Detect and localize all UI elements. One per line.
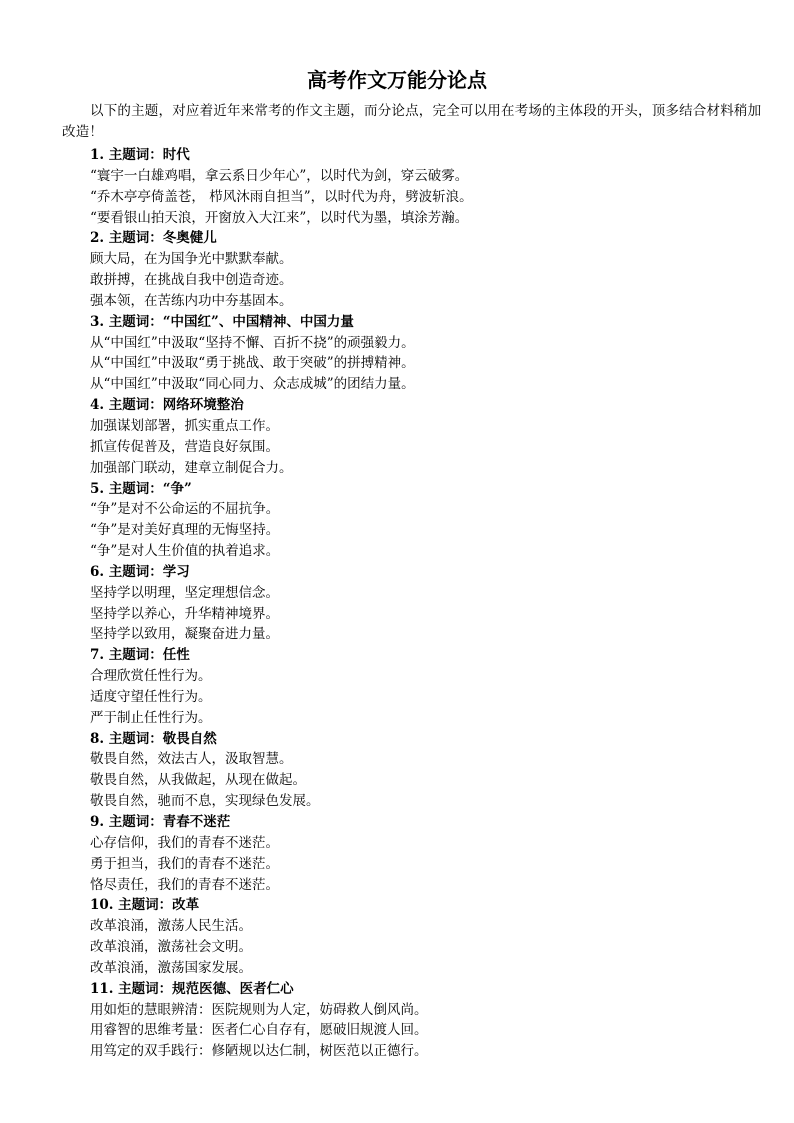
section-line: 敬畏自然，从我做起，从现在做起。 bbox=[90, 772, 306, 789]
topic-section bbox=[90, 812, 750, 895]
section-line: 从“中国红”中汲取“勇于挑战、敢于突破”的拼搏精神。 bbox=[90, 355, 415, 372]
intro-paragraph: 以下的主题，对应着近年来常考的作文主题，而分论点，完全可以用在考场的主体段的开头，顶多结合材料稍加改造！ bbox=[62, 103, 762, 140]
topic-section bbox=[90, 729, 750, 812]
topic-section bbox=[90, 895, 750, 978]
section-line: 合理欣赏任性行为。 bbox=[90, 668, 212, 685]
section-line: 敬畏自然，驰而不息，实现绿色发展。 bbox=[90, 793, 320, 810]
section-line: 心存信仰，我们的青春不迷茫。 bbox=[90, 834, 279, 851]
section-line: “争”是对人生价值的执着追求。 bbox=[90, 543, 280, 560]
topic-section bbox=[90, 312, 750, 395]
section-line: 从“中国红”中汲取“同心同力、众志成城”的团结力量。 bbox=[90, 376, 415, 393]
topic-section bbox=[90, 395, 750, 478]
section-line: “寰宇一白雄鸡唱，拿云系日少年心”，以时代为剑，穿云破雾。 bbox=[90, 167, 469, 184]
section-line: 坚持学以明理，坚定理想信念。 bbox=[90, 584, 279, 601]
section-heading: 3. 主题词：“中国红”、中国精神、中国力量 bbox=[90, 313, 354, 330]
section-heading: 7. 主题词：任性 bbox=[90, 647, 190, 664]
section-line: 加强部门联动，建章立制促合力。 bbox=[90, 459, 293, 476]
section-line: 加强谋划部署，抓实重点工作。 bbox=[90, 417, 279, 434]
section-line: 改革浪涌，激荡国家发展。 bbox=[90, 959, 252, 976]
section-heading: 5. 主题词：“争” bbox=[90, 480, 192, 497]
section-heading: 11. 主题词：规范医德、医者仁心 bbox=[90, 980, 294, 997]
section-line: “争”是对不公命运的不屈抗争。 bbox=[90, 501, 280, 518]
section-heading: 6. 主题词：学习 bbox=[90, 563, 190, 580]
section-heading: 10. 主题词：改革 bbox=[90, 897, 200, 914]
section-line: 强本领，在苦练内功中夯基固本。 bbox=[90, 292, 293, 309]
section-heading: 9. 主题词：青春不迷茫 bbox=[90, 814, 231, 830]
topic-section bbox=[90, 645, 750, 728]
section-line: 顾大局，在为国争光中默默奉献。 bbox=[90, 251, 293, 268]
section-line: 坚持学以致用，凝聚奋进力量。 bbox=[90, 626, 279, 643]
section-line: 严于制止任性行为。 bbox=[90, 709, 212, 726]
topic-section bbox=[90, 562, 750, 645]
section-line: 用如炬的慧眼辨清：医院规则为人定，妨碍救人倒风尚。 bbox=[90, 1001, 428, 1018]
section-heading: 2. 主题词：冬奥健儿 bbox=[90, 230, 217, 247]
section-line: 从“中国红”中汲取“坚持不懈、百折不挠”的顽强毅力。 bbox=[90, 334, 415, 351]
section-line: 改革浪涌，激荡人民生活。 bbox=[90, 918, 252, 935]
section-line: 适度守望任性行为。 bbox=[90, 688, 212, 705]
topic-section bbox=[90, 979, 750, 1062]
topic-section bbox=[90, 145, 750, 228]
section-line: “要看银山拍天浪，开窗放入大江来”，以时代为墨，填涂芳瀚。 bbox=[90, 209, 469, 226]
section-line: 敢拼搏，在挑战自我中创造奇迹。 bbox=[90, 272, 293, 289]
section-line: 坚持学以养心，升华精神境界。 bbox=[90, 605, 279, 622]
section-line: 抓宣传促普及，营造良好氛围。 bbox=[90, 438, 279, 455]
section-heading: 1. 主题词：时代 bbox=[90, 147, 190, 163]
section-line: 勇于担当，我们的青春不迷茫。 bbox=[90, 855, 279, 872]
topic-list bbox=[90, 145, 750, 1062]
section-line: 用睿智的思维考量：医者仁心自存有，愿破旧规渡人回。 bbox=[90, 1022, 428, 1039]
section-line: 敬畏自然，效法古人，汲取智慧。 bbox=[90, 751, 293, 768]
section-heading: 4. 主题词：网络环境整治 bbox=[90, 397, 244, 414]
section-line: “乔木亭亭倚盖苍， 栉风沐雨自担当”，以时代为舟，劈波斩浪。 bbox=[90, 188, 473, 205]
topic-section bbox=[90, 228, 750, 311]
section-line: 改革浪涌，激荡社会文明。 bbox=[90, 939, 252, 956]
section-line: 用笃定的双手践行：修陋规以达仁制，树医范以正德行。 bbox=[90, 1043, 428, 1060]
section-line: “争”是对美好真理的无悔坚持。 bbox=[90, 522, 280, 539]
topic-section bbox=[90, 479, 750, 562]
section-heading: 8. 主题词：敬畏自然 bbox=[90, 730, 217, 747]
page-title: 高考作文万能分论点 bbox=[307, 68, 487, 92]
section-line: 恪尽责任，我们的青春不迷茫。 bbox=[90, 876, 279, 893]
